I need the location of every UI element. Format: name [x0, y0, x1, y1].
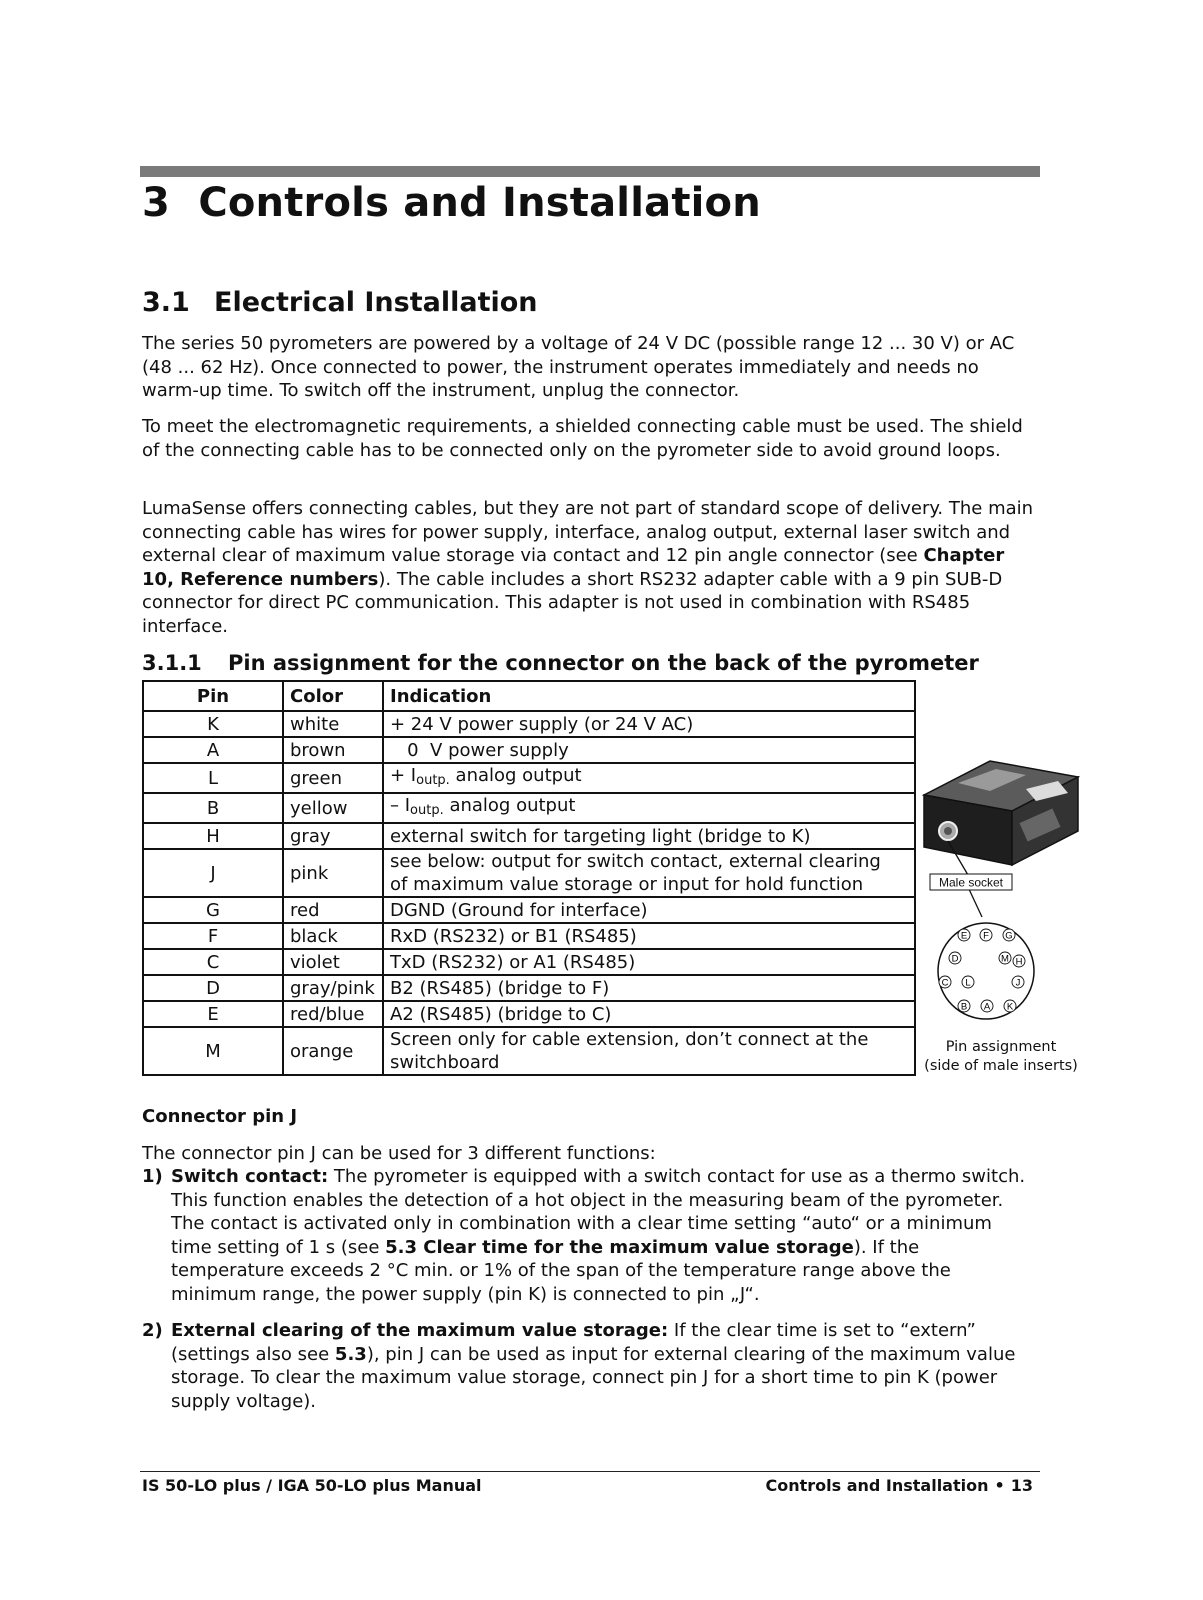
header-indication: Indication [383, 681, 915, 711]
color-cell: gray [283, 823, 383, 849]
table-row [143, 823, 915, 849]
pin-cell: M [143, 1027, 283, 1075]
table-row [143, 711, 915, 737]
pin-label-k: K [1006, 1001, 1014, 1013]
pin-cell: E [143, 1001, 283, 1027]
section-title-text: Electrical Installation [214, 287, 538, 318]
footer-page-info [765, 1476, 1033, 1495]
indication-cell: + 24 V power supply (or 24 V AC) [383, 711, 915, 737]
indication-subscript: outp. [416, 773, 450, 788]
paragraph-power: The series 50 pyrometers are powered by a voltage of 24 V DC (possible range 12 ... 30 V) or AC (48 ... 62 Hz). Once connected to power, the instrument operates immediately and needs no warm-up time. To switch off the instrument, unplug the connector. [142, 333, 1015, 401]
subsection-number: 3.1.1 [142, 651, 202, 675]
color-cell: gray/pink [283, 975, 383, 1001]
table-row [143, 737, 915, 763]
color-cell: green [283, 763, 383, 793]
pin-label-f: F [983, 930, 989, 942]
indication-cell [383, 793, 915, 823]
header-pin: Pin [143, 681, 283, 711]
color-cell: white [283, 711, 383, 737]
pin-label-e: E [960, 930, 968, 942]
pin-cell: D [143, 975, 283, 1001]
indication-line: see below: output for switch contact, external clearing [390, 851, 881, 872]
male-socket-label: Male socket [938, 875, 1004, 890]
list-item-title: External clearing of the maximum value storage: [171, 1320, 669, 1341]
indication-line: switchboard [390, 1052, 500, 1073]
pin-label-a: A [983, 1001, 991, 1013]
indication-subscript: outp. [410, 803, 444, 818]
table-row [143, 849, 915, 897]
indication-cell: A2 (RS485) (bridge to C) [383, 1001, 915, 1027]
figure-caption [918, 1038, 1084, 1076]
table-row [143, 1027, 915, 1075]
page-number: 13 [1010, 1476, 1033, 1495]
pin-cell: J [143, 849, 283, 897]
list-item-text: If the clear time is set to “extern” (settings also see [171, 1320, 976, 1365]
section-number: 3.1 [142, 287, 190, 318]
table-header-row [143, 681, 915, 711]
reference-numbers-link[interactable]: Reference numbers [180, 568, 379, 590]
table-row [143, 923, 915, 949]
cables-text-b: ). The cable includes a short RS232 adapter cable with a 9 pin SUB-D connector for direct PC communication. This adapter is not used in combination with RS485 interface. [142, 568, 1003, 637]
list-marker: 1) [142, 1166, 163, 1187]
pin-label-b: B [960, 1001, 968, 1013]
indication-cell [383, 763, 915, 793]
connector-pin-j-heading: Connector pin J [142, 1106, 298, 1127]
connector-pin-diagram [938, 923, 1034, 1019]
indication-cell: RxD (RS232) or B1 (RS485) [383, 923, 915, 949]
list-item-external-clearing [142, 1319, 1037, 1413]
indication-cell [383, 1027, 915, 1075]
color-cell: pink [283, 849, 383, 897]
section-5-3-reference-link[interactable]: 5.3 [334, 1343, 367, 1365]
list-item-body [171, 1319, 1037, 1413]
color-cell: orange [283, 1027, 383, 1075]
pin-label-m: M [1001, 953, 1009, 965]
chapter-top-rule [140, 166, 1040, 177]
footer-rule [140, 1471, 1040, 1472]
chapter-title [142, 180, 761, 226]
color-cell: brown [283, 737, 383, 763]
caption-line: Pin assignment [945, 1039, 1057, 1055]
list-item-body [171, 1165, 1037, 1306]
cables-text-a: LumaSense offers connecting cables, but they are not part of standard scope of delivery. The main connecting cable has wires for power supply, interface, analog output, external laser switch and external clear of maximum value storage via contact and 12 pin angle connector (see [142, 498, 1034, 566]
footer-manual-title: IS 50-LO plus / IGA 50-LO plus Manual [142, 1476, 482, 1495]
pin-label-g: G [1005, 930, 1013, 942]
list-item-text: ), pin J can be used as input for external clearing of the maximum value storage. To clear the maximum value storage, connect pin J for a short time to pin K (power supply voltage). [171, 1343, 1016, 1412]
pin-cell: B [143, 793, 283, 823]
connector-pin-j-intro: The connector pin J can be used for 3 different functions: [142, 1143, 656, 1164]
pin-assignment-table [142, 680, 916, 1076]
list-item-text: ). If the temperature exceeds 2 °C min. or 1% of the span of the temperature range above the minimum range, the power supply (pin K) is connected to pin „J“. [171, 1236, 951, 1305]
chapter-10-link[interactable]: Chapter 10 [142, 545, 1005, 590]
pyrometer-housing-image [924, 761, 1078, 865]
callout-line-bottom [968, 887, 982, 917]
chapter-number: 3 [142, 180, 171, 226]
subsection-title [142, 651, 979, 675]
caption-line: (side of male inserts) [924, 1058, 1078, 1074]
indication-prefix: + I [390, 765, 417, 786]
indication-suffix: analog output [449, 765, 582, 786]
pin-cell: A [143, 737, 283, 763]
clear-time-reference-link[interactable]: 5.3 Clear time for the maximum value storage [385, 1236, 854, 1258]
indication-line: of maximum value storage or input for hold function [390, 874, 864, 895]
table-row [143, 763, 915, 793]
pyrometer-connector-figure [918, 755, 1084, 1025]
indication-line: Screen only for cable extension, don’t connect at the [390, 1029, 869, 1050]
pin-cell: L [143, 763, 283, 793]
footer-bullet: • [994, 1476, 1005, 1495]
indication-cell: B2 (RS485) (bridge to F) [383, 975, 915, 1001]
indication-cell: 0 V power supply [383, 737, 915, 763]
paragraph-cables [142, 497, 1037, 638]
paragraph-shielding: To meet the electromagnetic requirements, a shielded connecting cable must be used. The shield of the connecting cable has to be connected only on the pyrometer side to avoid ground loops. [142, 416, 1023, 461]
pin-cell: H [143, 823, 283, 849]
list-item-text: The pyrometer is equipped with a switch contact for use as a thermo switch. This function enables the detection of a hot object in the measuring beam of the pyrometer. The contact is activated only in combination with a clear time setting “auto“ or a minimum time setting of 1 s (see [171, 1166, 1026, 1258]
color-cell: red [283, 897, 383, 923]
table-row [143, 975, 915, 1001]
pin-label-c: C [941, 977, 949, 989]
pin-label-j: J [1015, 977, 1021, 989]
section-title [142, 287, 538, 318]
indication-cell: DGND (Ground for interface) [383, 897, 915, 923]
color-cell: yellow [283, 793, 383, 823]
pin-cell: C [143, 949, 283, 975]
pin-label-l: L [965, 977, 971, 989]
chapter-title-text: Controls and Installation [198, 180, 761, 226]
pin-label-d: D [951, 953, 959, 965]
color-cell: black [283, 923, 383, 949]
pin-cell: K [143, 711, 283, 737]
indication-suffix: analog output [443, 795, 576, 816]
indication-cell: TxD (RS232) or A1 (RS485) [383, 949, 915, 975]
table-row [143, 793, 915, 823]
ref-separator: , [167, 568, 181, 590]
indication-cell [383, 849, 915, 897]
list-marker: 2) [142, 1320, 163, 1341]
pin-label-h: H [1015, 956, 1023, 968]
table-row [143, 897, 915, 923]
subsection-title-text: Pin assignment for the connector on the back of the pyrometer [228, 651, 979, 675]
footer-chapter-label: Controls and Installation [765, 1476, 989, 1495]
header-color: Color [283, 681, 383, 711]
pin-cell: F [143, 923, 283, 949]
list-item-switch-contact [142, 1165, 1037, 1306]
table-row [143, 1001, 915, 1027]
indication-cell: external switch for targeting light (bridge to K) [383, 823, 915, 849]
list-item-title: Switch contact: [171, 1166, 329, 1187]
color-cell: violet [283, 949, 383, 975]
table-row [143, 949, 915, 975]
indication-prefix: – I [390, 795, 411, 816]
pin-cell: G [143, 897, 283, 923]
color-cell: red/blue [283, 1001, 383, 1027]
